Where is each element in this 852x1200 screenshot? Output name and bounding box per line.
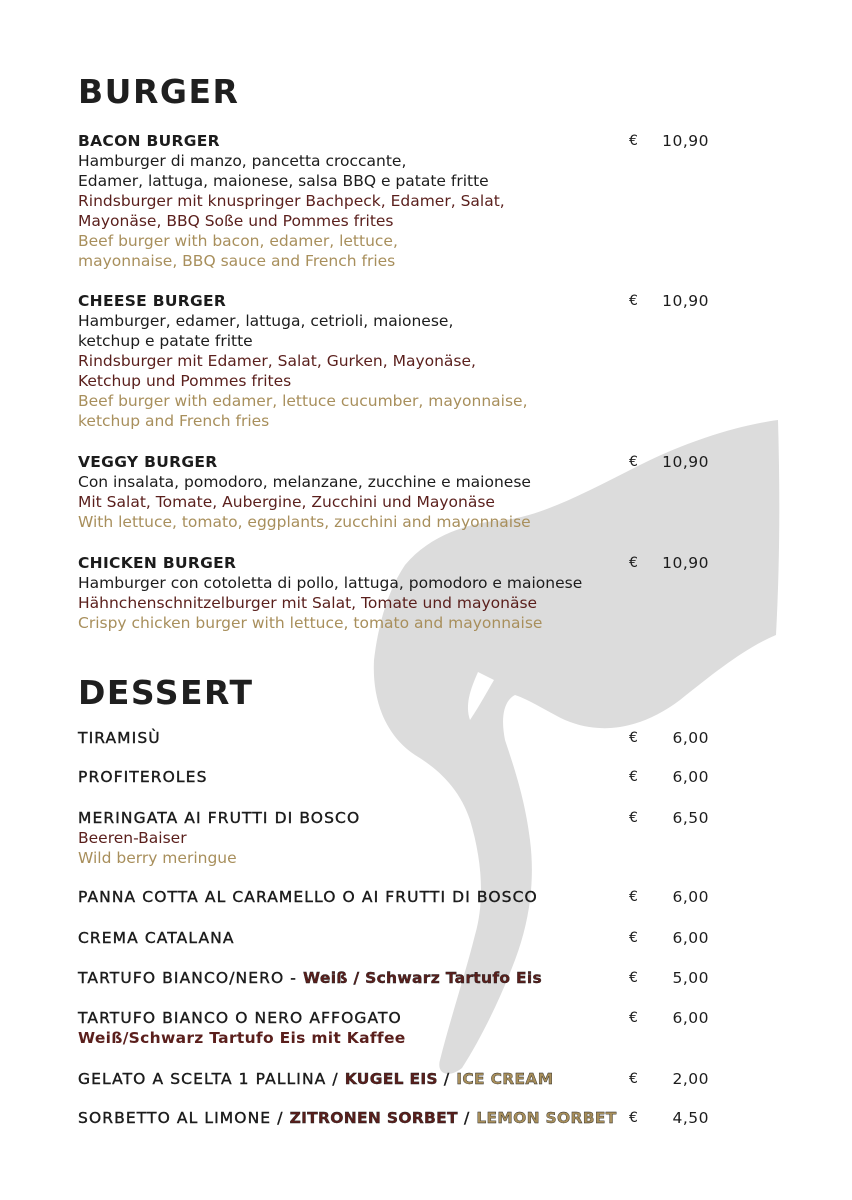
english-description: With lettuce, tomato, eggplants, zucchini and mayonnaise	[78, 513, 531, 531]
german-description: Beeren-Baiser	[78, 829, 187, 847]
english-description: Beef burger with edamer, lettuce cucumber, mayonnaise,	[78, 392, 528, 410]
english-description: Crispy chicken burger with lettuce, tomato and mayonnaise	[78, 614, 543, 632]
german-description: Hähnchenschnitzelburger mit Salat, Tomate und mayonäse	[78, 594, 538, 612]
item-name: GELATO A SCELTA 1 PALLINA	[78, 1070, 327, 1088]
separator: -	[284, 969, 304, 987]
separator: /	[437, 1070, 457, 1088]
german-description: Ketchup und Pommes frites	[78, 372, 292, 390]
menu-item-cheese-burger	[78, 291, 638, 431]
currency-symbol: €	[629, 454, 638, 470]
currency-symbol: €	[629, 889, 638, 905]
separator: /	[271, 1109, 290, 1127]
item-price: 2,00	[672, 1070, 709, 1088]
item-name: TARTUFO BIANCO/NERO	[78, 969, 285, 987]
currency-symbol: €	[629, 1071, 638, 1087]
currency-symbol: €	[629, 970, 638, 986]
italian-description: Hamburger di manzo, pancetta croccante,	[78, 152, 407, 170]
menu-item-chicken-burger	[78, 553, 638, 633]
german-name: KUGEL EIS	[344, 1070, 438, 1088]
menu-item-profiteroles	[78, 767, 638, 787]
item-name-line	[78, 968, 638, 988]
menu-item-tartufo	[78, 968, 638, 988]
english-name: ICE CREAM	[456, 1070, 554, 1088]
currency-symbol: €	[629, 1010, 638, 1026]
item-price: 6,00	[672, 729, 709, 747]
item-name-line	[78, 1108, 638, 1128]
item-name: MERINGATA AI FRUTTI DI BOSCO	[78, 809, 361, 827]
currency-symbol: €	[629, 555, 638, 571]
item-name: CHICKEN BURGER	[78, 554, 237, 572]
german-description: Weiß/Schwarz Tartufo Eis mit Kaffee	[78, 1029, 406, 1047]
italian-description: Hamburger, edamer, lattuga, cetrioli, maionese,	[78, 312, 454, 330]
italian-description: Con insalata, pomodoro, melanzane, zucchine e maionese	[78, 473, 531, 491]
separator: /	[326, 1070, 345, 1088]
german-description: Rindsburger mit knuspringer Bachpeck, Edamer, Salat,	[78, 192, 505, 210]
item-name: PROFITEROLES	[78, 768, 208, 786]
italian-description: ketchup e patate fritte	[78, 332, 253, 350]
item-price: 10,90	[662, 554, 709, 572]
menu-item-tiramisu	[78, 728, 638, 748]
german-name: ZITRONEN SORBET	[289, 1109, 458, 1127]
item-price: 10,90	[662, 132, 709, 150]
currency-symbol: €	[629, 930, 638, 946]
german-description: Mayonäse, BBQ Soße und Pommes frites	[78, 212, 394, 230]
item-name: CHEESE BURGER	[78, 292, 227, 310]
item-price: 10,90	[662, 292, 709, 310]
currency-symbol: €	[629, 293, 638, 309]
item-name: PANNA COTTA AL CARAMELLO O AI FRUTTI DI BOSCO	[78, 888, 538, 906]
menu-item-tartufo-affogato	[78, 1008, 638, 1048]
item-price: 6,00	[672, 768, 709, 786]
german-name: Weiß / Schwarz Tartufo Eis	[303, 969, 543, 987]
currency-symbol: €	[629, 769, 638, 785]
item-name: TIRAMISÙ	[78, 729, 161, 747]
separator: /	[457, 1109, 477, 1127]
german-description: Rindsburger mit Edamer, Salat, Gurken, Mayonäse,	[78, 352, 476, 370]
item-price: 6,00	[672, 929, 709, 947]
menu-item-crema-catalana	[78, 928, 638, 948]
section-title-dessert: DESSERT	[78, 673, 254, 712]
english-name: LEMON SORBET	[476, 1109, 617, 1127]
english-description: mayonnaise, BBQ sauce and French fries	[78, 252, 396, 270]
item-name: VEGGY BURGER	[78, 453, 218, 471]
item-price: 6,50	[672, 809, 709, 827]
item-price: 10,90	[662, 453, 709, 471]
item-name: BACON BURGER	[78, 132, 220, 150]
currency-symbol: €	[629, 133, 638, 149]
italian-description: Edamer, lattuga, maionese, salsa BBQ e patate fritte	[78, 172, 489, 190]
menu-item-sorbetto	[78, 1108, 638, 1128]
item-name: TARTUFO BIANCO O NERO AFFOGATO	[78, 1009, 402, 1027]
item-price: 6,00	[672, 888, 709, 906]
section-title-burger: BURGER	[78, 72, 240, 111]
item-price: 4,50	[672, 1109, 709, 1127]
currency-symbol: €	[629, 810, 638, 826]
item-name: CREMA CATALANA	[78, 929, 235, 947]
menu-item-meringata	[78, 808, 638, 868]
item-price: 5,00	[672, 969, 709, 987]
italian-description: Hamburger con cotoletta di pollo, lattuga, pomodoro e maionese	[78, 574, 583, 592]
english-description: ketchup and French fries	[78, 412, 270, 430]
english-description: Wild berry meringue	[78, 849, 237, 867]
item-price: 6,00	[672, 1009, 709, 1027]
item-name-line	[78, 1069, 638, 1089]
menu-item-gelato	[78, 1069, 638, 1089]
item-name: SORBETTO AL LIMONE	[78, 1109, 272, 1127]
english-description: Beef burger with bacon, edamer, lettuce,	[78, 232, 398, 250]
currency-symbol: €	[629, 730, 638, 746]
menu-item-panna-cotta	[78, 887, 638, 907]
german-description: Mit Salat, Tomate, Aubergine, Zucchini und Mayonäse	[78, 493, 495, 511]
menu-item-bacon-burger	[78, 131, 638, 271]
currency-symbol: €	[629, 1110, 638, 1126]
menu-item-veggy-burger	[78, 452, 638, 532]
